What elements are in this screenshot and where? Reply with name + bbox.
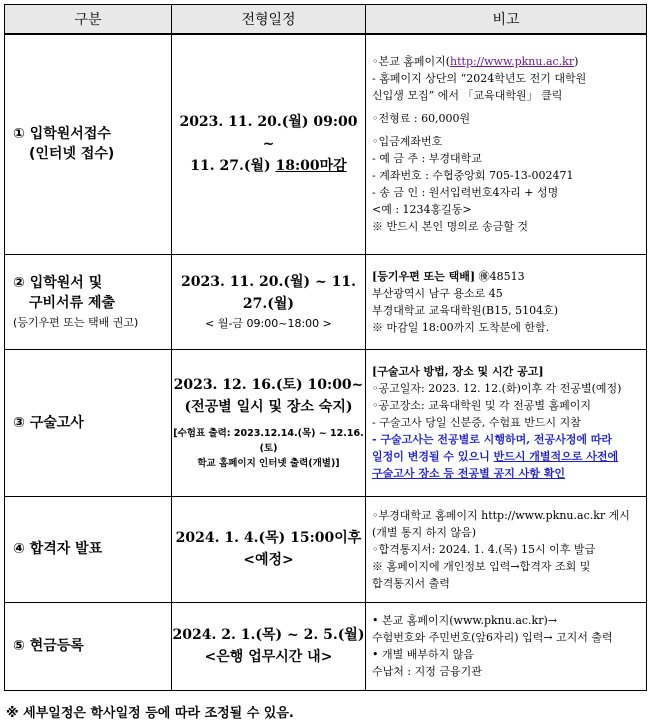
- remark-line: • 본교 홈페이지(www.pknu.ac.kr)→: [372, 614, 557, 627]
- remark-line: 부경대학교 교육대학원(B15, 5104호): [372, 303, 559, 317]
- ticket-print-note: 학교 홈페이지 인터넷 출력(개별)]: [197, 458, 340, 469]
- remark-line: [구술고사 방법, 장소 및 시간 공고]: [372, 365, 544, 378]
- remark-line: ◦입금계좌번호: [372, 135, 443, 149]
- remark-line: - 구술고사 당일 신분증, 수험표 반드시 지참: [372, 416, 581, 429]
- remark-line: ◦본교 홈페이지(http://www.pknu.ac.kr): [372, 55, 579, 69]
- schedule-line: 2024. 2. 1.(목) ~ 2. 5.(월): [172, 627, 365, 643]
- schedule-line: <은행 업무시간 내>: [204, 649, 333, 665]
- remark-line: ※ 마감일 18:00까지 도착분에 한함.: [372, 320, 550, 334]
- category-cell: [5, 349, 172, 496]
- remark-line: 부산광역시 남구 용소로 45: [372, 286, 503, 300]
- remark-line: 수험번호와 주민번호(앞6자리) 입력→ 고지서 출력: [372, 631, 613, 644]
- header-category: 구분: [5, 5, 172, 35]
- category-note: (등기우편 또는 택배 권고): [13, 315, 139, 329]
- deadline-text: 18:00마감: [275, 158, 347, 175]
- schedule-line: 2023. 12. 16.(토) 10:00~: [173, 377, 364, 393]
- schedule-line: 2023. 11. 20.(월) 09:00 ~: [179, 114, 358, 153]
- table-row: [5, 254, 647, 349]
- category-cell: [5, 602, 172, 690]
- schedule-table: [4, 4, 647, 691]
- category-cell: [5, 496, 172, 602]
- category-label: ① 입학원서접수: [13, 126, 111, 143]
- remarks-cell: [366, 34, 647, 254]
- remark-line: ◦전형료 : 60,000원: [372, 112, 471, 126]
- schedule-cell: [172, 602, 366, 690]
- remark-line: 일정이 변경될 수 있으니 반드시 개별적으로 사전에: [372, 450, 619, 463]
- remark-line: ◦공고일자: 2023. 12. 12.(화)이후 각 전공별(예정): [372, 382, 622, 395]
- ticket-print-note: [수험표 출력: 2023.12.14.(목) ~ 12.16.(토): [173, 428, 364, 454]
- table-row: [5, 602, 647, 690]
- remark-line: <예 : 1234홍길동>: [372, 203, 472, 217]
- schedule-cell: [172, 34, 366, 254]
- remark-line: 구술고사 장소 등 전공별 공지 사항 확인: [372, 467, 565, 480]
- schedule-cell: [172, 254, 366, 349]
- remark-line: [등기우편 또는 택배] ㊝48513: [372, 269, 525, 283]
- remark-line: • 개별 배부하지 않음: [372, 648, 474, 661]
- remarks-cell: [366, 254, 647, 349]
- table-row: [5, 349, 647, 496]
- category-cell: [5, 254, 172, 349]
- remarks-cell: [366, 349, 647, 496]
- schedule-hours: < 월-금 09:00~18:00 >: [205, 316, 332, 330]
- remark-line: - 송 금 인 : 원서입력번호4자리 + 성명: [372, 186, 559, 200]
- category-label: ③ 구술고사: [13, 414, 84, 431]
- remark-line: 합격통지서 출력: [372, 576, 450, 590]
- schedule-line: <예정>: [243, 552, 294, 568]
- category-label: ④ 합격자 발표: [13, 541, 103, 557]
- remark-line: - 계좌번호 : 수협중앙회 705-13-002471: [372, 169, 574, 183]
- table-row: [5, 34, 647, 254]
- table-header-row: [5, 5, 647, 35]
- schedule-line: 2024. 1. 4.(목) 15:00이후: [175, 530, 362, 546]
- remark-line: (개별 통지 하지 않음): [372, 525, 477, 539]
- remark-line: ※ 홈페이지에 개인정보 입력→합격자 조회 및: [372, 559, 591, 573]
- remarks-cell: [366, 496, 647, 602]
- remark-line: 신입생 모집” 에서 「교육대학원」 클릭: [372, 89, 563, 103]
- remark-line: ◦부경대학교 홈페이지 http://www.pknu.ac.kr 게시: [372, 508, 630, 522]
- remark-line: ◦합격통지서: 2024. 1. 4.(목) 15시 이후 발급: [372, 542, 596, 556]
- remark-line: ※ 반드시 본인 명의로 송금할 것: [372, 220, 528, 234]
- remarks-cell: [366, 602, 647, 690]
- schedule-cell: [172, 496, 366, 602]
- header-schedule: 전형일정: [172, 5, 366, 35]
- schedule-line: 11. 27.(월) 18:00마감: [190, 158, 347, 175]
- category-sublabel: (인터넷 접수): [29, 146, 115, 163]
- schedule-line: 2023. 11. 20.(월) ~ 11. 27.(월): [181, 273, 356, 312]
- schedule-line: (전공별 일시 및 장소 숙지): [184, 399, 353, 415]
- remark-line: 수납처 : 지정 금융기관: [372, 665, 482, 678]
- remark-line: - 예 금 주 : 부경대학교: [372, 152, 482, 166]
- remark-line: - 홈페이지 상단의 “2024학년도 전기 대학원: [372, 72, 587, 86]
- remark-line: ◦공고장소: 교육대학원 및 각 전공별 홈페이지: [372, 399, 591, 412]
- category-label: ② 입학원서 및: [13, 274, 103, 291]
- homepage-link[interactable]: http://www.pknu.ac.kr: [450, 55, 575, 69]
- category-sublabel: 구비서류 제출: [29, 294, 116, 311]
- remark-line: - 구술고사는 전공별로 시행하며, 전공사정에 따라: [372, 433, 613, 446]
- footer-note: ※ 세부일정은 학사일정 등에 따라 조정될 수 있음.: [6, 706, 294, 721]
- header-remarks: 비고: [366, 5, 647, 35]
- category-label: ⑤ 현금등록: [13, 638, 84, 654]
- table-row: [5, 496, 647, 602]
- category-cell: [5, 34, 172, 254]
- schedule-cell: [172, 349, 366, 496]
